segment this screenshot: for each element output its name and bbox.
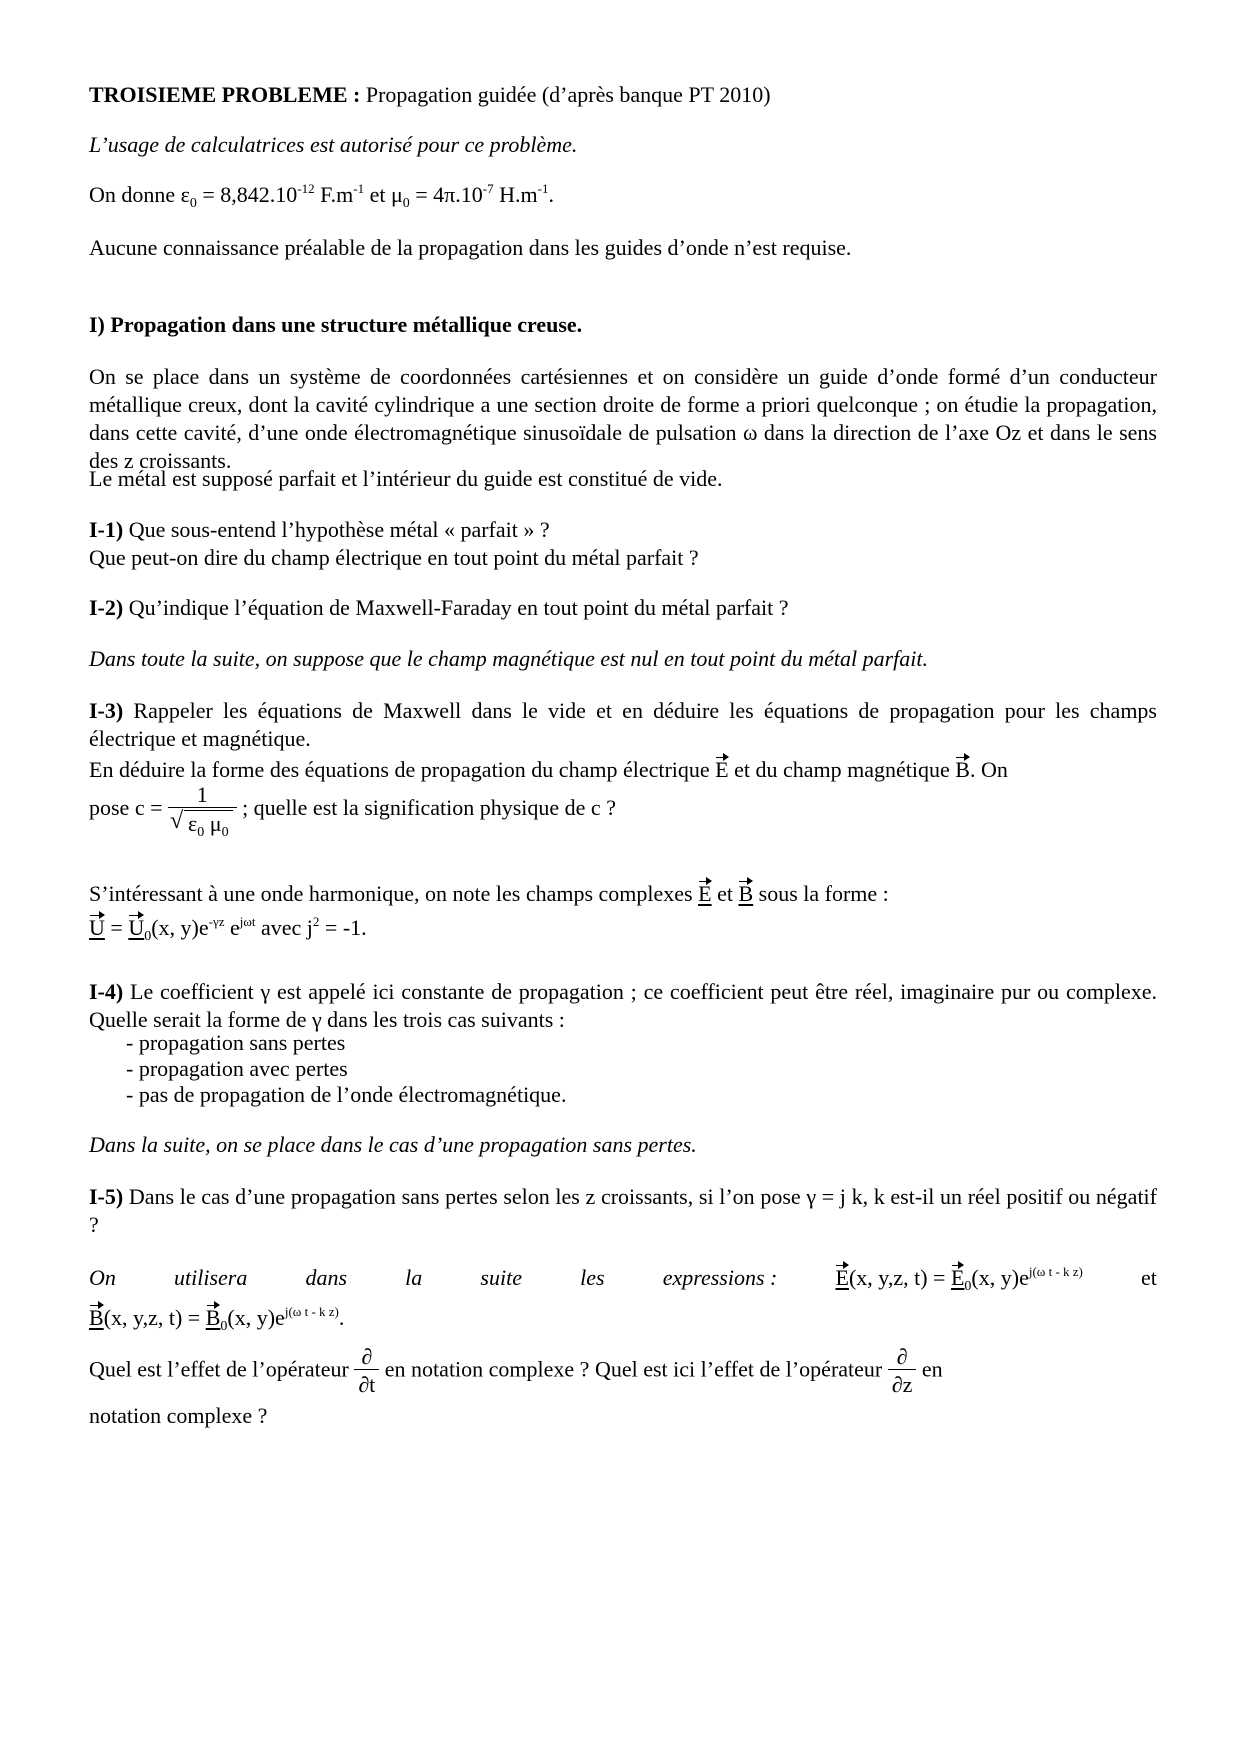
constants-line: On donne $\varepsilon_0 = 8,842.10^{-12}$ $F.m^{-1}$ et $\mu_0 = 4\pi.10^{-7}$ $H.m^{-1}$. [89,181,554,211]
metal-paragraph: Le métal est supposé parfait et l’intérieur du guide est constitué de vide. [89,466,723,491]
question-i5: I-5) Dans le cas d’une propagation sans pertes selon les z croissants, si l’on pose γ = j k, k est-il un réel positif ou négatif ? [89,1184,1157,1237]
harmonic-formula: $U = U_0(x$, $y)e^{-\gamma z}$ $e^{j\omega t}$ avec $j^2 = -1$. [89,914,367,944]
partial-z-operator: $\frac{\partial}{\partial z}$ [888,1345,917,1398]
vector-b: B [955,757,970,782]
operator-question-end: notation complexe ? [89,1403,268,1428]
intro-paragraph: On se place dans un système de coordonnées cartésiennes et on considère un guide d’onde formé d’un conducteur métallique creux, dont la cavité cylindrique a une section droite de forme a priori quelconque ; on étudie la propagation, dans cette cavité, d’une onde électromagnétique sinusoïdale de pulsation ω dans la direction de l’axe Oz et dans le sens des z croissants. [89,364,1157,473]
no-prior-knowledge: Aucune connaissance préalable de la propagation dans les guides d’onde n’est requise. [89,235,852,260]
harmonic-intro: S’intéressant à une onde harmonique, on note les champs complexes E et B sous la forme : [89,881,889,906]
c-definition: pose c = 1 √ $\varepsilon_0$ $\mu_0$ ; quelle est la signification physique de c ? [89,783,1157,837]
i4-case-1: - propagation sans pertes [126,1030,346,1055]
question-i4: I-4) Le coefficient γ est appelé ici constante de propagation ; ce coefficient peut être réel, imaginaire pur ou complexe. Quelle serait la forme de γ dans les trois cas suivants : [89,979,1157,1032]
question-i2: I-2) Qu’indique l’équation de Maxwell-Faraday en tout point du métal parfait ? [89,595,789,620]
calculator-note: L’usage de calculatrices est autorisé pour ce problème. [89,132,578,157]
e-field-expression: E(x, y,z, $t) = E_0(x$, $y)e^{j(\omega t - k z)}$ [835,1264,1083,1294]
section-heading: I) Propagation dans une structure métallique creuse. [89,312,583,337]
b-field-expression: B(x, y,z, $t) = B_0(x$, $y)e^{j(\omega t - k z)}$. [89,1304,345,1334]
i4-case-3: - pas de propagation de l’onde électromagnétique. [126,1082,567,1107]
lossless-note: Dans la suite, on se place dans le cas d’une propagation sans pertes. [89,1132,697,1157]
title-text: Propagation guidée (d’après banque PT 2010) [360,82,771,107]
vector-e: E [715,757,729,782]
expressions-line: On utilisera dans la suite les expressions : E(x, y,z, $t) = E_0(x$, $y)e^{j(\omega t - k z)}$ et [89,1264,1157,1294]
problem-title [89,81,1157,109]
question-i3-line2: En déduire la forme des équations de propagation du champ électrique E et du champ magnétique B. On [89,757,1008,782]
c-fraction: 1 √ $\varepsilon_0$ $\mu_0$ [168,783,237,837]
title-label: TROISIEME PROBLEME : [89,82,361,107]
i4-case-2: - propagation avec pertes [126,1056,348,1081]
question-i1: I-1) Que sous-entend l’hypothèse métal « parfait » ? Que peut-on dire du champ électrique en tout point du métal parfait ? [89,517,699,570]
assumption-b-null: Dans toute la suite, on suppose que le champ magnétique est nul en tout point du métal parfait. [89,646,928,671]
partial-t-operator: $\frac{\partial}{\partial t}$ [354,1345,379,1398]
operator-question: Quel est l’effet de l’opérateur $\frac{\partial}{\partial t}$ en notation complexe ? Quel est ici l’effet de l’opérateur $\frac{\partial}{\partial z}$ en [89,1344,943,1397]
question-i3: I-3) Rappeler les équations de Maxwell dans le vide et en déduire les équations de propagation pour les champs électrique et magnétique. [89,698,1157,751]
